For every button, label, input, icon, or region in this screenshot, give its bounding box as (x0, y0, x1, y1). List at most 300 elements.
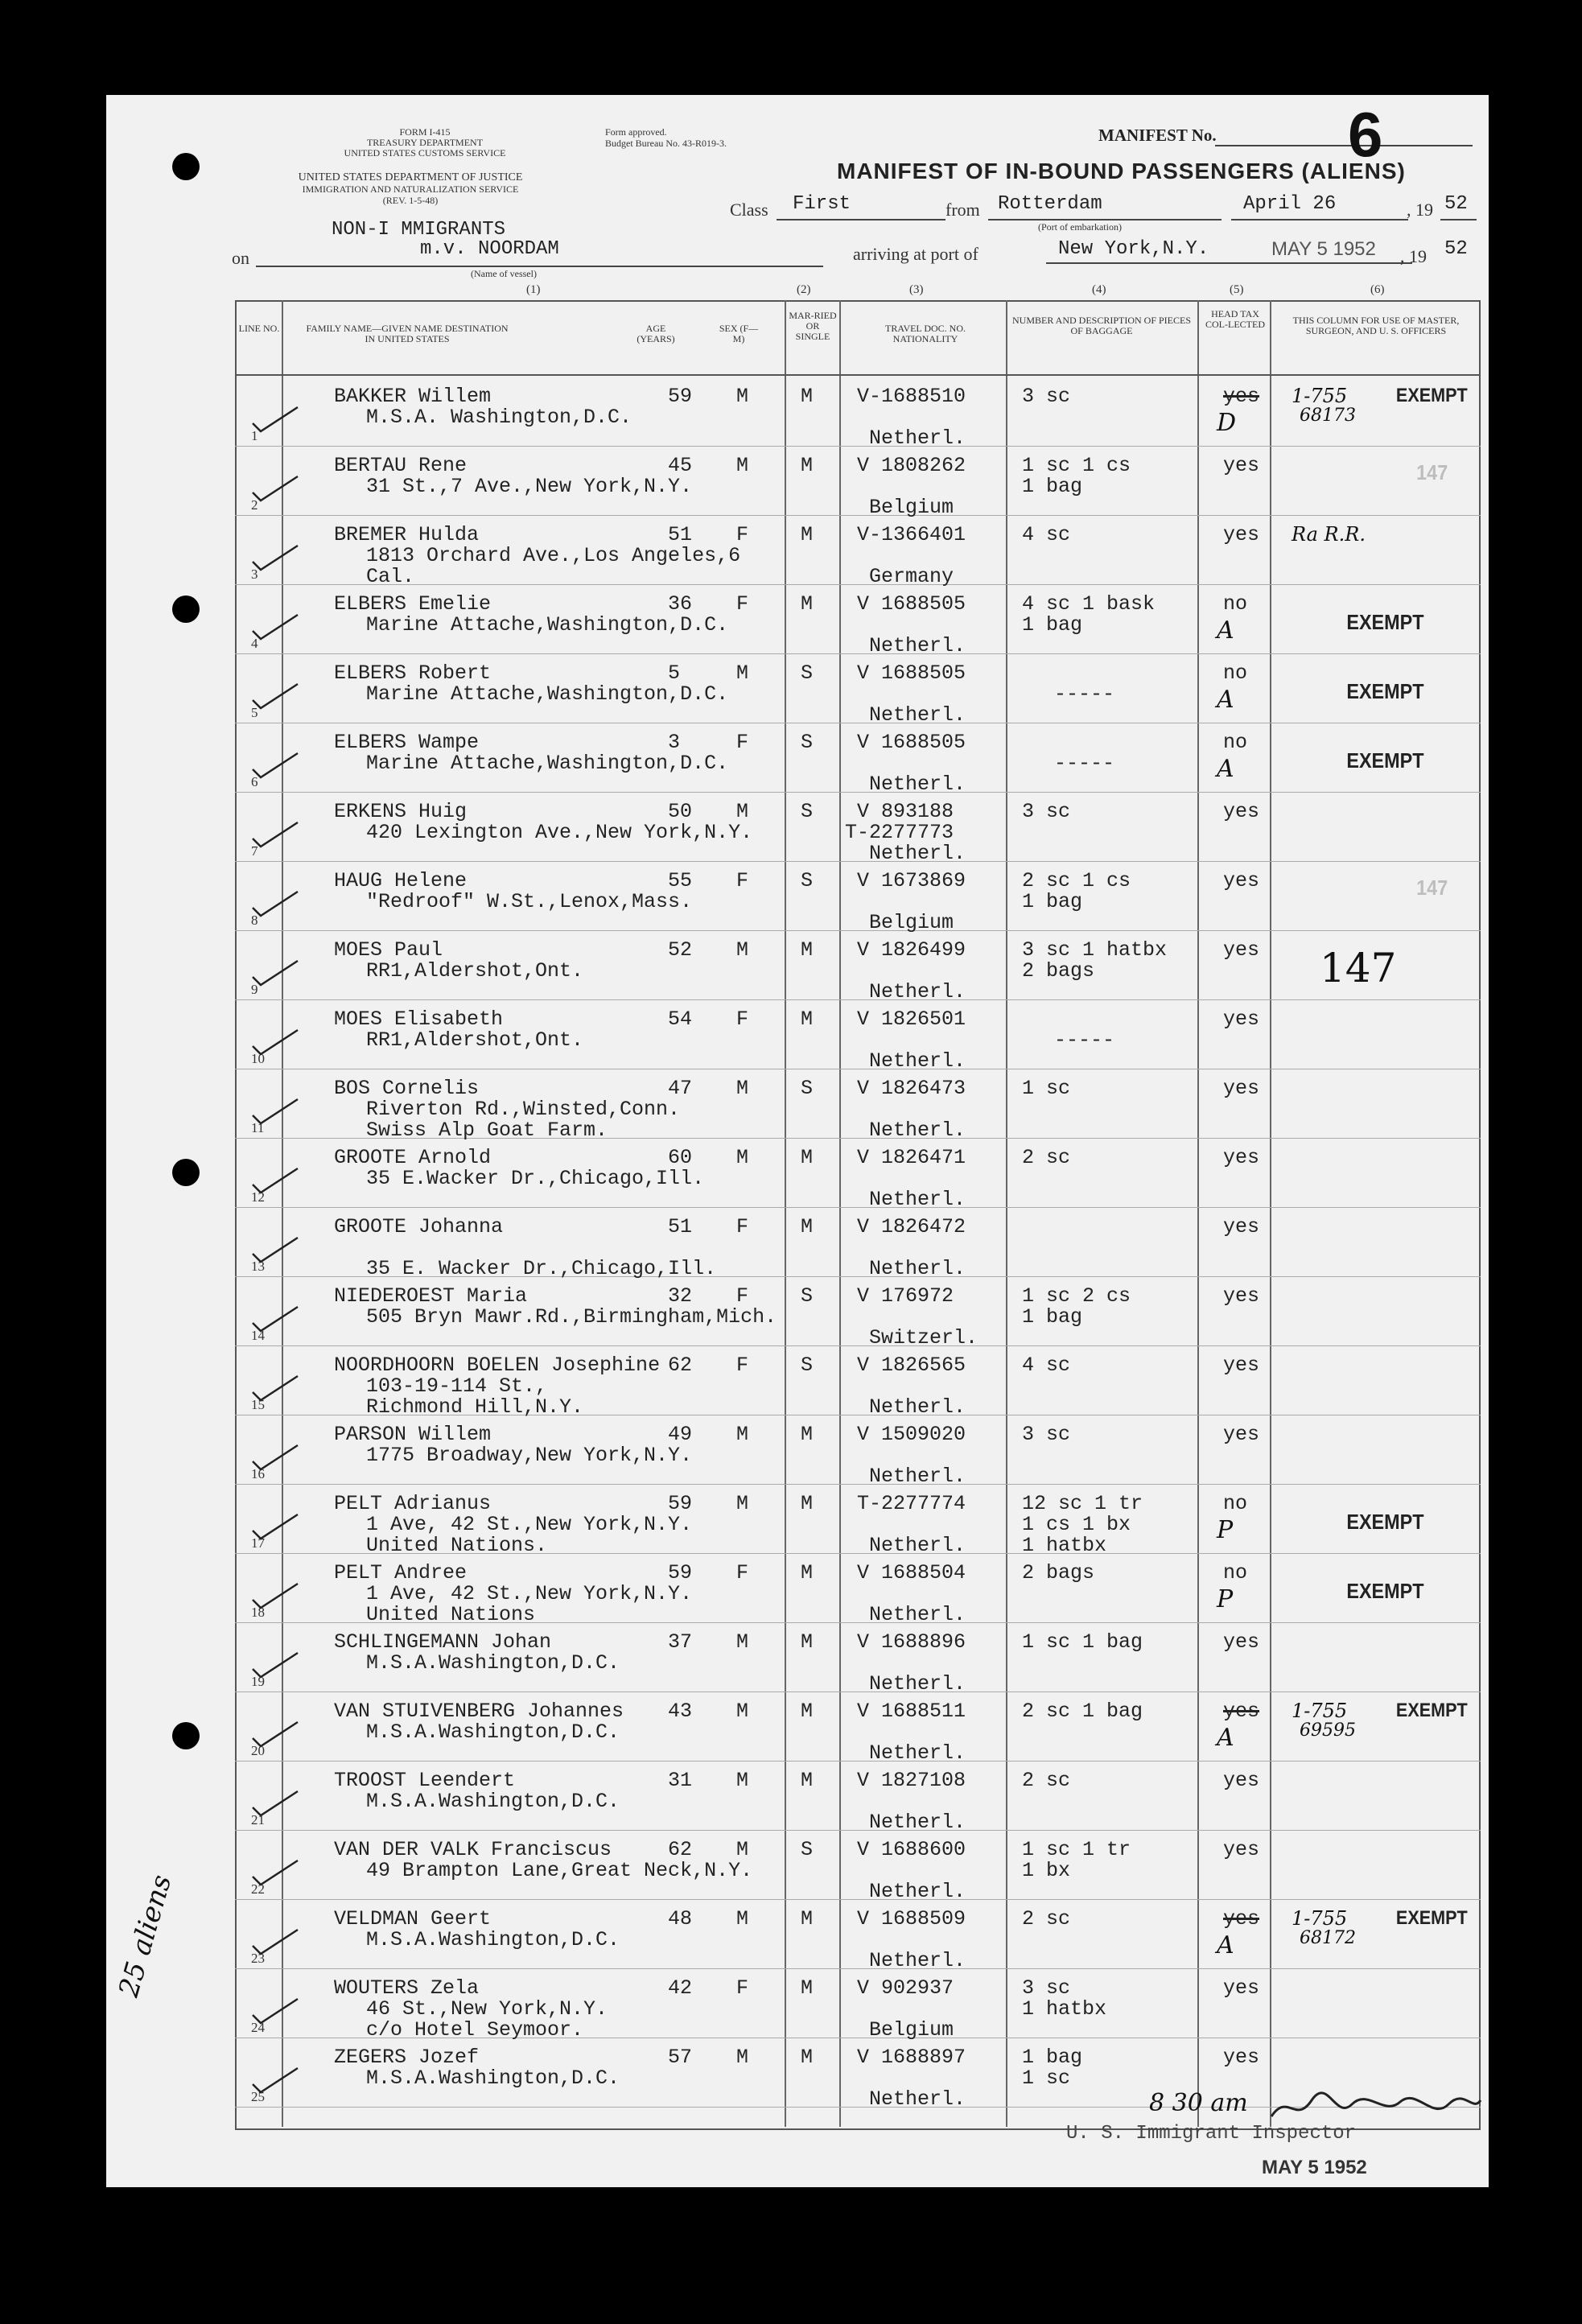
marital-status: M (801, 1976, 814, 2000)
check-mark (249, 610, 301, 642)
binder-hole (172, 153, 200, 180)
head-tax: no (1223, 592, 1248, 616)
head-tax-note: A (1217, 1724, 1234, 1752)
travel-doc-2: T-2277773 (845, 821, 954, 844)
baggage: 3 sc 1 hatbx (1022, 938, 1168, 962)
passenger-sex: F (736, 523, 749, 546)
line-number: 21 (251, 1812, 265, 1827)
date-value: April 26 (1243, 193, 1337, 215)
check-mark (249, 1856, 301, 1888)
handwritten-number: 147 (1320, 945, 1397, 991)
passenger-age: 3 (668, 731, 681, 754)
nationality: Netherl. (869, 980, 966, 1003)
passenger-destination: 46 St.,New York,N.Y. (366, 1997, 608, 2021)
passenger-name: PARSON Willem (334, 1423, 492, 1446)
passenger-destination: 35 E.Wacker Dr.,Chicago,Ill. (366, 1167, 705, 1190)
passenger-destination: M.S.A.Washington,D.C. (366, 1720, 620, 1744)
head-tax: yes (1223, 385, 1260, 408)
passenger-name: BREMER Hulda (334, 523, 480, 546)
passenger-sex: F (736, 1561, 749, 1584)
travel-doc: V 1673869 (857, 869, 966, 892)
head-tax-note: A (1217, 616, 1234, 645)
nationality: Netherl. (869, 634, 966, 657)
passenger-name: GROOTE Arnold (334, 1146, 492, 1169)
marital-status: M (801, 1423, 814, 1446)
justice-dept: UNITED STATES DEPARTMENT OF JUSTICE (298, 171, 523, 183)
passenger-age: 47 (668, 1077, 693, 1100)
head-tax: yes (1223, 1354, 1260, 1377)
baggage: 1 hatbx (1022, 1997, 1107, 2021)
passenger-age: 31 (668, 1769, 693, 1792)
check-mark (249, 1579, 301, 1611)
passenger-sex: F (736, 1007, 749, 1031)
passenger-destination: United Nations. (366, 1534, 548, 1557)
margin-note: 25 aliens (113, 1871, 179, 2001)
passenger-age: 62 (668, 1838, 693, 1861)
passenger-sex: M (736, 661, 749, 685)
binder-hole (172, 1159, 200, 1186)
nationality: Netherl. (869, 1949, 966, 1972)
row-divider (235, 1761, 1481, 1762)
nationality: Netherl. (869, 1741, 966, 1765)
travel-doc: V 1826565 (857, 1354, 966, 1377)
manifest-no-label: MANIFEST No. (1098, 126, 1217, 145)
baggage: 4 sc 1 bask (1022, 592, 1156, 616)
passenger-name: VAN DER VALK Franciscus (334, 1838, 612, 1861)
row-divider (235, 999, 1481, 1000)
nationality: Switzerl. (869, 1326, 978, 1349)
line-number: 1 (251, 428, 258, 443)
line-number: 7 (251, 843, 258, 859)
arriving-label: arriving at port of (853, 244, 978, 264)
passenger-destination: M.S.A.Washington,D.C. (366, 1928, 620, 1951)
head-tax: yes (1223, 454, 1260, 477)
arrival-year: 52 (1444, 238, 1468, 260)
marital-status: M (801, 454, 814, 477)
travel-doc: V 1826471 (857, 1146, 966, 1169)
header-name: FAMILY NAME—GIVEN NAME DESTINATION IN UNITED STATES (306, 323, 509, 344)
passenger-sex: M (736, 1492, 749, 1515)
arrival-port: New York,N.Y. (1058, 238, 1209, 260)
manifest-number: 6 (1348, 99, 1383, 170)
passenger-name: MOES Paul (334, 938, 443, 962)
travel-doc: V 1688505 (857, 661, 966, 685)
passenger-sex: M (736, 1769, 749, 1792)
passenger-name: ERKENS Huig (334, 800, 468, 823)
col-divider (1197, 300, 1199, 2127)
col-divider (839, 300, 841, 2127)
nationality: Germany (869, 565, 954, 588)
col-divider (1006, 300, 1007, 2127)
passenger-destination: 49 Brampton Lane,Great Neck,N.Y. (366, 1859, 753, 1882)
passenger-name: ELBERS Emelie (334, 592, 492, 616)
line-number: 4 (251, 636, 258, 651)
baggage: 1 bag (1022, 2046, 1083, 2069)
row-divider (235, 1968, 1481, 1969)
customs-service: UNITED STATES CUSTOMS SERVICE (344, 147, 506, 159)
marital-status: M (801, 1215, 814, 1238)
passenger-destination: Marine Attache,Washington,D.C. (366, 682, 729, 706)
passenger-name: BAKKER Willem (334, 385, 492, 408)
line-number: 3 (251, 567, 258, 582)
baggage: 1 bx (1022, 1859, 1071, 1882)
travel-doc: V 1688509 (857, 1907, 966, 1930)
passenger-name: ELBERS Wampe (334, 731, 480, 754)
check-mark (249, 1233, 301, 1265)
line-number: 9 (251, 982, 258, 997)
nationality: Netherl. (869, 1395, 966, 1419)
nationality: Netherl. (869, 1880, 966, 1903)
marital-status: S (801, 1077, 814, 1100)
baggage: 1 sc 1 bag (1022, 1630, 1143, 1654)
header-divider (235, 374, 1481, 376)
form-rev: (REV. 1-5-48) (382, 195, 439, 206)
marital-status: M (801, 2046, 814, 2069)
header-age: AGE (YEARS) (637, 323, 675, 344)
passenger-age: 51 (668, 523, 693, 546)
passenger-age: 59 (668, 385, 693, 408)
passenger-destination: 35 E. Wacker Dr.,Chicago,Ill. (366, 1257, 717, 1280)
line-number: 10 (251, 1051, 265, 1066)
row-divider (235, 1484, 1481, 1485)
passenger-name: SCHLINGEMANN Johan (334, 1630, 552, 1654)
passenger-name: PELT Adrianus (334, 1492, 492, 1515)
travel-doc: V 1688897 (857, 2046, 966, 2069)
baggage: 4 sc (1022, 1354, 1071, 1377)
nationality: Netherl. (869, 1257, 966, 1280)
check-mark (249, 818, 301, 850)
date-line (1231, 219, 1408, 220)
baggage: 12 sc 1 tr (1022, 1492, 1143, 1515)
head-tax: yes (1223, 1976, 1260, 2000)
head-tax: no (1223, 731, 1248, 754)
marital-status: M (801, 1492, 814, 1515)
passenger-destination: 1 Ave, 42 St.,New York,N.Y. (366, 1513, 693, 1536)
baggage: 2 sc (1022, 1769, 1071, 1792)
passenger-destination: 1 Ave, 42 St.,New York,N.Y. (366, 1582, 693, 1605)
row-divider (235, 861, 1481, 862)
passenger-destination: M.S.A. Washington,D.C. (366, 406, 632, 429)
passenger-age: 59 (668, 1561, 693, 1584)
baggage: 3 sc (1022, 1423, 1071, 1446)
baggage: 2 bags (1022, 959, 1095, 983)
travel-doc: V 893188 (857, 800, 954, 823)
nationality: Netherl. (869, 842, 966, 865)
row-divider (235, 653, 1481, 654)
head-tax-note: D (1217, 409, 1237, 437)
nationality: Netherl. (869, 1534, 966, 1557)
form-approved: Form approved. (605, 126, 667, 138)
nationality: Netherl. (869, 1811, 966, 1834)
head-tax: yes (1223, 1007, 1260, 1031)
class-line (777, 219, 945, 220)
check-mark (249, 748, 301, 781)
check-mark (249, 1648, 301, 1680)
check-mark (249, 679, 301, 711)
check-mark (249, 402, 301, 435)
passenger-age: 62 (668, 1354, 693, 1377)
head-tax: yes (1223, 1284, 1260, 1308)
baggage: 1 sc 2 cs (1022, 1284, 1131, 1308)
marital-status: S (801, 731, 814, 754)
marital-status: S (801, 800, 814, 823)
passenger-age: 59 (668, 1492, 693, 1515)
exempt-stamp: EXEMPT (1346, 1510, 1424, 1534)
inspector-date-stamp: MAY 5 1952 (1262, 2157, 1367, 2178)
year-value: 52 (1444, 193, 1468, 215)
travel-doc: V 1688505 (857, 731, 966, 754)
marital-status: M (801, 938, 814, 962)
passenger-sex: M (736, 1700, 749, 1723)
check-mark (249, 1302, 301, 1334)
arrival-line (1046, 262, 1412, 264)
head-tax: yes (1223, 869, 1260, 892)
passenger-sex: M (736, 1077, 749, 1100)
head-tax: no (1223, 661, 1248, 685)
baggage: 3 sc (1022, 800, 1071, 823)
passenger-age: 36 (668, 592, 693, 616)
line-number: 25 (251, 2089, 265, 2104)
passenger-sex: M (736, 938, 749, 962)
passenger-sex: M (736, 385, 749, 408)
col-divider (1270, 300, 1271, 2127)
line-number: 5 (251, 705, 258, 720)
passenger-sex: F (736, 869, 749, 892)
marital-status: M (801, 523, 814, 546)
passenger-destination: M.S.A.Washington,D.C. (366, 2066, 620, 2090)
exempt-stamp: EXEMPT (1395, 1907, 1468, 1929)
nationality: Netherl. (869, 1188, 966, 1211)
head-tax: yes (1223, 800, 1260, 823)
travel-doc: V-1366401 (857, 523, 966, 546)
passenger-age: 50 (668, 800, 693, 823)
passenger-destination: 505 Bryn Mawr.Rd.,Birmingham,Mich. (366, 1305, 777, 1329)
passenger-destination: M.S.A.Washington,D.C. (366, 1790, 620, 1813)
col-number: (2) (797, 283, 811, 296)
header-line: LINE NO. (238, 323, 280, 334)
baggage: 2 sc (1022, 1146, 1071, 1169)
passenger-age: 45 (668, 454, 693, 477)
nationality: Netherl. (869, 2087, 966, 2111)
baggage: 3 sc (1022, 1976, 1071, 2000)
check-mark (249, 887, 301, 919)
line-number: 2 (251, 497, 258, 513)
passenger-age: 5 (668, 661, 681, 685)
head-tax: yes (1223, 1630, 1260, 1654)
nationality: Belgium (869, 496, 954, 519)
col-number: (5) (1230, 283, 1244, 296)
marital-status: M (801, 1146, 814, 1169)
travel-doc: V 1826473 (857, 1077, 966, 1100)
nationality: Netherl. (869, 1049, 966, 1073)
passenger-sex: M (736, 454, 749, 477)
exempt-stamp: EXEMPT (1346, 1579, 1424, 1603)
head-tax: yes (1223, 938, 1260, 962)
passenger-destination: 31 St.,7 Ave.,New York,N.Y. (366, 475, 693, 498)
col-number: (6) (1370, 283, 1385, 296)
check-mark (249, 541, 301, 573)
baggage: ----- (1054, 1028, 1115, 1052)
check-mark (249, 1510, 301, 1542)
travel-doc: V-1688510 (857, 385, 966, 408)
nationality: Netherl. (869, 703, 966, 727)
passenger-age: 54 (668, 1007, 693, 1031)
line-number: 6 (251, 774, 258, 789)
head-tax: yes (1223, 523, 1260, 546)
passenger-sex: F (736, 731, 749, 754)
check-mark (249, 1025, 301, 1057)
passenger-age: 42 (668, 1976, 693, 2000)
marital-status: M (801, 1769, 814, 1792)
head-tax: yes (1223, 1700, 1260, 1723)
class-label: Class (730, 200, 768, 220)
header-travel: TRAVEL DOC. NO. NATIONALITY (884, 323, 966, 344)
passenger-name: VELDMAN Geert (334, 1907, 492, 1930)
category: NON-I MMIGRANTS (332, 219, 506, 241)
marital-status: M (801, 1007, 814, 1031)
travel-doc: V 1688505 (857, 592, 966, 616)
passenger-destination: M.S.A.Washington,D.C. (366, 1651, 620, 1675)
on-label: on (232, 248, 249, 268)
line-number: 16 (251, 1466, 265, 1481)
check-mark (249, 1371, 301, 1403)
line-number: 22 (251, 1881, 265, 1897)
exempt-stamp: EXEMPT (1346, 748, 1424, 773)
header-married: MAR-RIED OR SINGLE (789, 310, 837, 342)
line-number: 19 (251, 1674, 265, 1689)
row-divider (235, 515, 1481, 516)
passenger-destination: Cal. (366, 565, 415, 588)
passenger-age: 43 (668, 1700, 693, 1723)
marital-status: M (801, 1700, 814, 1723)
line-number: 8 (251, 913, 258, 928)
line-number: 24 (251, 2020, 265, 2035)
travel-doc: V 1688600 (857, 1838, 966, 1861)
passenger-name: BOS Cornelis (334, 1077, 480, 1100)
nationality: Netherl. (869, 1465, 966, 1488)
passenger-sex: F (736, 1215, 749, 1238)
passenger-name: NIEDEROEST Maria (334, 1284, 528, 1308)
check-mark (249, 1094, 301, 1127)
ins-service: IMMIGRATION AND NATURALIZATION SERVICE (302, 183, 519, 195)
head-tax-note: A (1217, 686, 1234, 714)
passenger-age: 51 (668, 1215, 693, 1238)
baggage: 2 sc (1022, 1907, 1071, 1930)
passenger-age: 32 (668, 1284, 693, 1308)
header-headtax: HEAD TAX COL-LECTED (1205, 308, 1265, 330)
passenger-destination: 420 Lexington Ave.,New York,N.Y. (366, 821, 753, 844)
baggage: 1 bag (1022, 1305, 1083, 1329)
officer-note: 1-755 (1292, 1907, 1348, 1930)
head-tax: yes (1223, 1769, 1260, 1792)
passenger-destination: Swiss Alp Goat Farm. (366, 1119, 608, 1142)
nationality: Netherl. (869, 426, 966, 450)
header-sex: SEX (F—M) (719, 323, 759, 344)
row-divider (235, 1899, 1481, 1900)
baggage: 2 sc 1 bag (1022, 1700, 1143, 1723)
nationality: Belgium (869, 2018, 954, 2042)
passenger-destination: 1775 Broadway,New York,N.Y. (366, 1444, 693, 1467)
marital-status: S (801, 1838, 814, 1861)
travel-doc: V 1826499 (857, 938, 966, 962)
vessel-line (256, 266, 823, 267)
baggage: 1 bag (1022, 475, 1083, 498)
passenger-name: NOORDHOORN BOELEN Josephine (334, 1354, 661, 1377)
passenger-destination: Marine Attache,Washington,D.C. (366, 752, 729, 775)
baggage: 1 hatbx (1022, 1534, 1107, 1557)
line-number: 17 (251, 1535, 265, 1551)
passenger-destination: 103-19-114 St., (366, 1374, 548, 1398)
head-tax: yes (1223, 1215, 1260, 1238)
check-mark (249, 1925, 301, 1957)
passenger-name: MOES Elisabeth (334, 1007, 504, 1031)
passenger-age: 52 (668, 938, 693, 962)
passenger-sex: M (736, 1146, 749, 1169)
passenger-name: TROOST Leendert (334, 1769, 516, 1792)
faint-number: 147 (1416, 460, 1448, 484)
passenger-destination: RR1,Aldershot,Ont. (366, 959, 584, 983)
baggage: 2 sc 1 cs (1022, 869, 1131, 892)
passenger-destination: 1813 Orchard Ave.,Los Angeles,6 (366, 544, 741, 567)
passenger-sex: F (736, 592, 749, 616)
passenger-age: 48 (668, 1907, 693, 1930)
passenger-sex: M (736, 1907, 749, 1930)
exempt-stamp: EXEMPT (1346, 610, 1424, 634)
passenger-sex: M (736, 800, 749, 823)
travel-doc: V 176972 (857, 1284, 954, 1308)
head-tax: no (1223, 1492, 1248, 1515)
baggage: 1 sc (1022, 2066, 1071, 2090)
passenger-destination: RR1,Aldershot,Ont. (366, 1028, 584, 1052)
passenger-sex: M (736, 2046, 749, 2069)
travel-doc: V 1826472 (857, 1215, 966, 1238)
col-divider (785, 300, 786, 2127)
marital-status: M (801, 1907, 814, 1930)
marital-status: M (801, 1630, 814, 1654)
baggage: 1 sc (1022, 1077, 1071, 1100)
vessel-label: (Name of vessel) (471, 268, 537, 279)
baggage: 1 bag (1022, 613, 1083, 637)
year-line (1440, 219, 1477, 220)
row-divider (235, 584, 1481, 585)
passenger-name: ZEGERS Jozef (334, 2046, 480, 2069)
form-number: FORM I-415 (399, 126, 451, 138)
passenger-sex: F (736, 1284, 749, 1308)
line-number: 14 (251, 1328, 265, 1343)
nationality: Belgium (869, 911, 954, 934)
port-embark-label: (Port of embarkation) (1038, 221, 1122, 233)
year-prefix: , 19 (1407, 200, 1433, 220)
passenger-name: VAN STUIVENBERG Johannes (334, 1700, 624, 1723)
baggage: 4 sc (1022, 523, 1071, 546)
passenger-sex: M (736, 1630, 749, 1654)
nationality: Netherl. (869, 773, 966, 796)
passenger-name: ELBERS Robert (334, 661, 492, 685)
exempt-stamp: EXEMPT (1395, 385, 1468, 406)
passenger-destination: c/o Hotel Seymoor. (366, 2018, 584, 2042)
arrival-year-prefix: , 19 (1400, 246, 1427, 266)
arrival-stamp: MAY 5 1952 (1271, 238, 1376, 260)
passenger-sex: F (736, 1354, 749, 1377)
officer-note-2: 69595 (1300, 1720, 1356, 1741)
vessel-name: m.v. NOORDAM (420, 238, 559, 260)
travel-doc: V 1827108 (857, 1769, 966, 1792)
travel-doc: V 1688504 (857, 1561, 966, 1584)
marital-status: M (801, 592, 814, 616)
baggage: 1 cs 1 bx (1022, 1513, 1131, 1536)
line-number: 23 (251, 1951, 265, 1966)
passenger-name: HAUG Helene (334, 869, 468, 892)
